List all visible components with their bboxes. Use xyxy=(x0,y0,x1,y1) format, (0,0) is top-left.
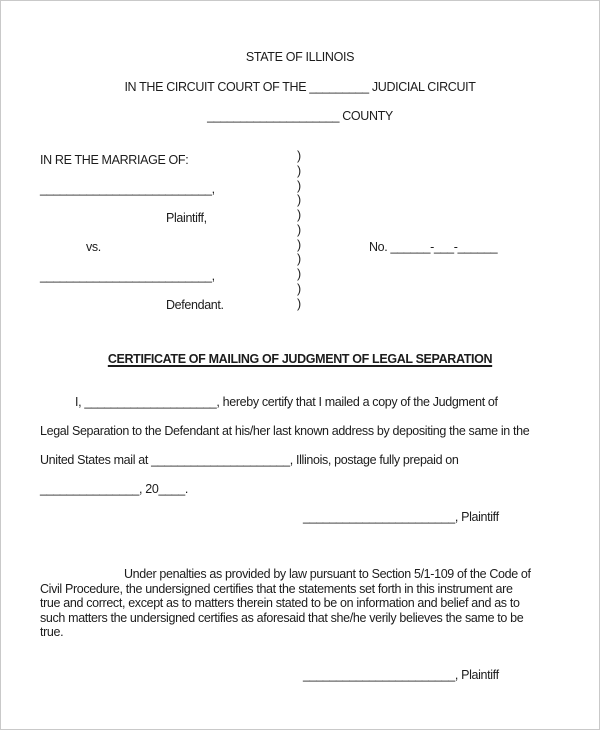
caption-paren: ) xyxy=(297,267,301,281)
caption-paren-column xyxy=(297,149,301,311)
document-title xyxy=(1,352,599,366)
plaintiff-signature-line-2: _______________________, Plaintiff xyxy=(303,668,499,682)
vs-label: vs. xyxy=(86,240,101,254)
caption-paren: ) xyxy=(297,281,301,296)
header-court-line: IN THE CIRCUIT COURT OF THE _________ JUDICIAL CIRCUIT xyxy=(124,80,476,94)
verification-line-4: such matters the undersigned certifies as aforesaid that she/he verily believes the same to be xyxy=(40,610,524,625)
defendant-name-blank: __________________________, xyxy=(40,269,215,283)
caption-paren: ) xyxy=(297,178,301,193)
caption-paren: ) xyxy=(297,252,301,267)
defendant-label: Defendant. xyxy=(166,298,224,312)
case-caption xyxy=(40,149,560,318)
verification-line-3: true and correct, except as to matters therein stated to be on information and belief and as to xyxy=(40,596,520,610)
verification-paragraph xyxy=(40,567,570,640)
header-county-line: ____________________ COUNTY xyxy=(207,109,393,123)
caption-paren: ) xyxy=(297,296,301,311)
caption-paren: ) xyxy=(297,237,301,252)
caption-paren: ) xyxy=(297,193,301,208)
certify-line-4: _______________, 20____. xyxy=(40,482,189,496)
plaintiff-name-blank: __________________________, xyxy=(40,182,215,196)
caption-paren: ) xyxy=(297,149,301,163)
caption-paren: ) xyxy=(297,163,301,178)
caption-paren: ) xyxy=(297,208,301,222)
verification-line-1: Under penalties as provided by law pursuant to Section 5/1-109 of the Code of xyxy=(124,567,531,581)
plaintiff-label: Plaintiff, xyxy=(166,211,207,225)
caption-paren: ) xyxy=(297,222,301,237)
verification-line-5: true. xyxy=(40,625,64,639)
certify-line-1: I, ____________________, hereby certify that I mailed a copy of the Judgment of xyxy=(75,395,498,409)
header-state-line: STATE OF ILLINOIS xyxy=(245,50,355,64)
plaintiff-signature-line-1: _______________________, Plaintiff xyxy=(303,510,499,524)
caption-in-re-line: IN RE THE MARRIAGE OF: xyxy=(40,153,189,167)
case-number-line: No. ______-___-______ xyxy=(369,240,498,254)
verification-line-2: Civil Procedure, the undersigned certifies that the statements set forth in this instrument are xyxy=(40,581,513,596)
certify-line-2: Legal Separation to the Defendant at his/her last known address by depositing the same in the xyxy=(40,424,530,438)
document-title-text: CERTIFICATE OF MAILING OF JUDGMENT OF LEGAL SEPARATION xyxy=(107,352,493,366)
certify-line-3: United States mail at _____________________, Illinois, postage fully prepaid on xyxy=(40,453,459,467)
